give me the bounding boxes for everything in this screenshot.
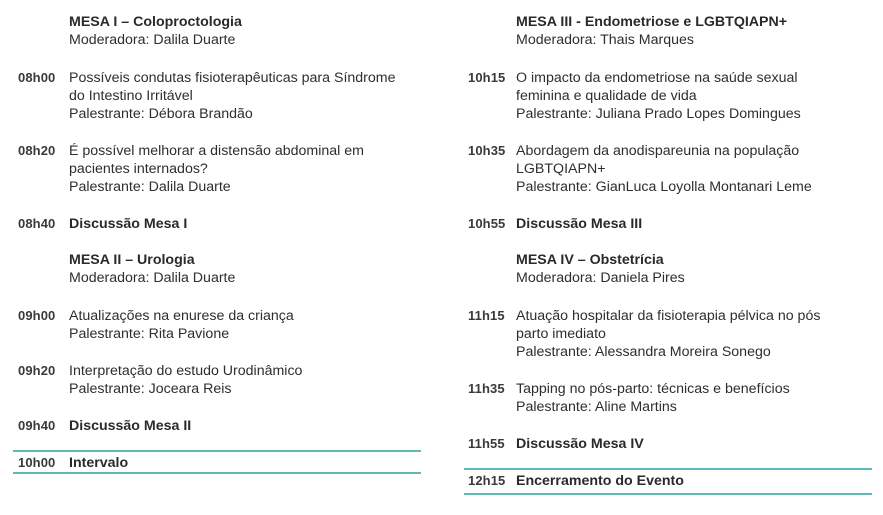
talk-title-line: O impacto da endometriose na saúde sexual <box>516 70 798 86</box>
talk-time: 09h20 <box>18 363 56 378</box>
talk-speaker: Palestrante: Alessandra Moreira Sonego <box>516 344 771 360</box>
talk-time: 09h00 <box>18 308 56 323</box>
session-title: MESA I – Coloproctologia <box>69 14 242 30</box>
session-title: MESA IV – Obstetrícia <box>516 252 664 268</box>
talk-title-line: Atualizações na enurese da criança <box>69 308 294 324</box>
divider-line <box>464 468 872 470</box>
closing-label: Encerramento do Evento <box>516 473 684 489</box>
discussion-time: 10h55 <box>468 216 506 231</box>
session-title: MESA II – Urologia <box>69 252 195 268</box>
discussion-label: Discussão Mesa III <box>516 216 643 232</box>
talk-title-line: do Intestino Irritável <box>69 88 193 104</box>
talk-title-line: Possíveis condutas fisioterapêuticas para Síndrome <box>69 70 396 86</box>
break-label: Intervalo <box>69 455 129 471</box>
divider-line <box>13 450 421 452</box>
closing-time: 12h15 <box>468 473 506 488</box>
talk-time: 11h35 <box>468 381 505 396</box>
talk-speaker: Palestrante: GianLuca Loyolla Montanari Leme <box>516 179 812 195</box>
discussion-time: 08h40 <box>18 216 56 231</box>
session-title: MESA III - Endometriose e LGBTQIAPN+ <box>516 14 788 30</box>
talk-title-line: Tapping no pós-parto: técnicas e benefícios <box>516 381 790 397</box>
talk-title-line: É possível melhorar a distensão abdominal em <box>69 143 364 159</box>
discussion-time: 11h55 <box>468 436 505 451</box>
discussion-label: Discussão Mesa IV <box>516 436 644 452</box>
talk-title-line: Interpretação do estudo Urodinâmico <box>69 363 303 379</box>
talk-time: 10h15 <box>468 70 506 85</box>
talk-time: 11h15 <box>468 308 505 323</box>
discussion-label: Discussão Mesa II <box>69 418 192 434</box>
talk-speaker: Palestrante: Juliana Prado Lopes Domingues <box>516 106 801 122</box>
talk-title-line: Abordagem da anodispareunia na população <box>516 143 800 159</box>
session-moderator: Moderadora: Dalila Duarte <box>69 270 236 286</box>
talk-time: 10h35 <box>468 143 506 158</box>
talk-time: 08h00 <box>18 70 56 85</box>
talk-title-line: feminina e qualidade de vida <box>516 88 697 104</box>
talk-title-line: parto imediato <box>516 326 606 342</box>
talk-title-line: Atuação hospitalar da fisioterapia pélvica no pós <box>516 308 821 324</box>
talk-title-line: pacientes internados? <box>69 161 208 177</box>
session-moderator: Moderadora: Thais Marques <box>516 32 694 48</box>
talk-speaker: Palestrante: Dalila Duarte <box>69 179 231 195</box>
session-moderator: Moderadora: Daniela Pires <box>516 270 685 286</box>
divider-line <box>464 493 872 495</box>
talk-speaker: Palestrante: Débora Brandão <box>69 106 253 122</box>
talk-speaker: Palestrante: Joceara Reis <box>69 381 232 397</box>
divider-line <box>13 472 421 474</box>
talk-time: 08h20 <box>18 143 56 158</box>
discussion-time: 09h40 <box>18 418 56 433</box>
talk-speaker: Palestrante: Aline Martins <box>516 399 677 415</box>
discussion-label: Discussão Mesa I <box>69 216 188 232</box>
session-moderator: Moderadora: Dalila Duarte <box>69 32 236 48</box>
break-time: 10h00 <box>18 455 56 470</box>
talk-speaker: Palestrante: Rita Pavione <box>69 326 230 342</box>
talk-title-line: LGBTQIAPN+ <box>516 161 606 177</box>
